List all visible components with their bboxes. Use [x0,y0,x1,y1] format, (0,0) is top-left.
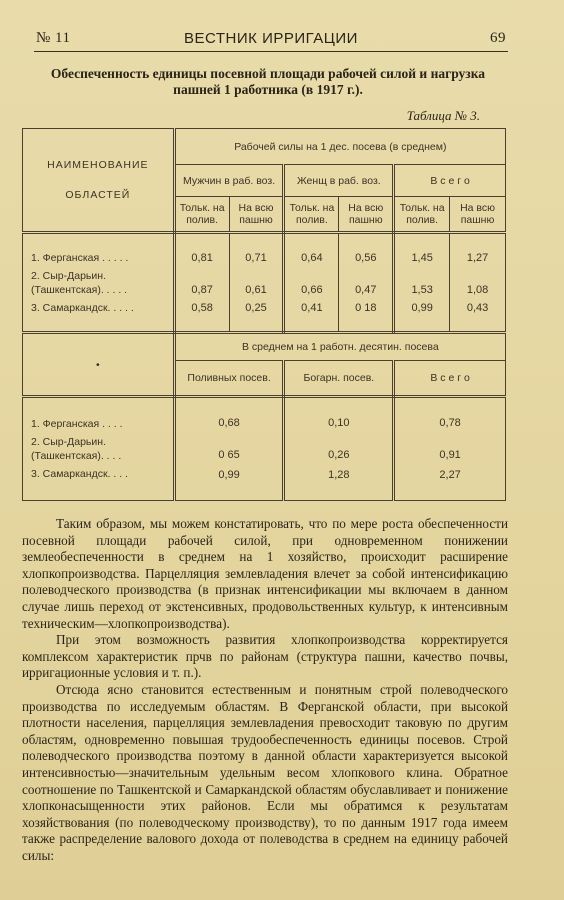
title-line-2: пашней 1 работника (в 1917 г.). [173,82,363,97]
second-header: В среднем на 1 работн. десятин. посева [174,333,505,361]
value-cell: 0,81 [191,251,213,264]
value-cell: 1,45 [411,251,433,264]
sub-all-plowland: На всю пашню [339,197,394,233]
value-cell: 0 65 [218,449,240,461]
col-men-all [229,233,284,333]
region-names-1 [23,233,175,333]
region-name: 2. Сыр-Дарьин. (Ташкентская). . . . . [31,269,128,296]
col-men-irr [174,233,229,333]
page-number: 69 [490,30,506,46]
sub-all-plowland: На всю пашню [450,197,506,233]
value-cell: 1,27 [466,251,489,264]
running-header [36,30,506,50]
issue-number: № 11 [36,30,71,46]
value-cell: 0,47 [355,283,377,296]
value-cell: 0,64 [301,251,323,264]
value-cell: 2,27 [439,469,461,481]
col-women-all [339,233,394,333]
paragraph: Таким образом, мы можем констатировать, что по мере роста обеспеченности посевной площади рабочей силой, при одновременном понижении землеобеспеченности в среднем на 1 хозяйство, происходит расширение хлопкопроизводства. Парцелляция землевладения влечет за собой интенсификацию полеводческого производства (в признак интенсификации мы включаем в данном случае лишь переход от экстенсивных, продовольственных культур, к интенсивным техническим—хлопкопроизводства). [22,516,508,631]
value-cell: 0,78 [439,417,461,429]
region-name: 2. Сыр-Дарьин. (Ташкентская). . . . [31,436,122,462]
top-header: Рабочей силы на 1 дес. посева (в среднем) [174,129,505,165]
group-men: Мужчин в раб. воз. [174,165,284,197]
value-cell: 1,53 [411,283,433,296]
col-total-2: В с е г о [394,361,506,397]
sub-irrigated: Тольк. на полив. [174,197,229,233]
name-header-line-2: ОБЛАСТЕЙ [65,189,131,201]
region-name: 1. Ферганская . . . . [31,418,123,430]
region-name: 3. Самаркандск. . . . [31,468,128,480]
region-name: 3. Самаркандск. . . . . [31,301,134,314]
body-text [22,516,508,864]
value-cell: 0,41 [301,301,323,314]
value-cell: 0,26 [328,449,350,461]
col-women-irr [284,233,339,333]
col-total-all [450,233,506,333]
paragraph: Отсюда ясно становится естественным и понятным строй полеводческого производства по исследуемым областям. В Ферганской области, при высокой плотности населения, парцелляция землевладения превосходит таковую по другим областям, одновременно повышая трудообеспеченность единицы посевов. Строй полеводческого производства поэтому в данной области характеризуется высокой интенсивностью—значительным удельным весом хлопкового клина. Обратное соотношение по Ташкентской и Самаркандской областям обуславливает и понижение хлопконасыщенности этих районов. Если мы обратимся к результатам хозяйствования (по полеводческому производству), то по данным 1917 года имеем также распределение валового дохода от полеводства в среднем на единицу рабочей силы: [22,681,508,863]
group-women: Женщ в раб. воз. [284,165,394,197]
sub-irrigated: Тольк. на полив. [394,197,450,233]
value-cell: 0,43 [466,301,489,314]
value-cell: 0,91 [439,449,461,461]
table-title [20,66,516,98]
value-cell: 0,99 [411,301,433,314]
value-cell: 0,71 [245,251,267,264]
sub-all-plowland: На всю пашню [229,197,284,233]
col-total-irr [394,233,450,333]
value-cell: 0,56 [355,251,377,264]
value-cell: 1,28 [328,469,350,481]
paragraph: При этом возможность развития хлопкопроизводства корректируется комплексом характеристик прчв по районам (структура пашни, качество почвы, ирригационные условия и т. п.). [22,632,508,681]
name-header [23,129,175,233]
value-cell: 0,61 [245,283,267,296]
sub-irrigated: Тольк. на полив. [284,197,339,233]
table-number: Таблица № 3. [406,108,480,123]
value-cell: 0,58 [191,301,213,314]
region-name: 1. Ферганская . . . . . [31,251,129,264]
title-line-1: Обеспеченность единицы посевной площади рабочей силой и нагрузка [50,66,486,81]
col2-dry [284,397,394,501]
col-irrigated-crops: Поливных посев. [174,361,284,397]
value-cell: 0,66 [301,283,323,296]
col-dry-crops: Богарн. посев. [284,361,394,397]
value-cell: 0,25 [245,301,267,314]
value-cell: 0,68 [218,417,240,429]
header-rule [34,51,508,52]
journal-title: ВЕСТНИК ИРРИГАЦИИ [184,30,358,47]
col2-irr [174,397,284,501]
col2-total [394,397,506,501]
value-cell: 0,99 [218,469,240,481]
value-cell: 0 18 [355,301,377,314]
group-total: В с е г о [394,165,506,197]
second-name-header: • [23,333,175,397]
name-header-line-1: НАИМЕНОВАНИЕ [47,159,149,171]
value-cell: 0,87 [191,283,213,296]
value-cell: 0,10 [328,417,350,429]
data-table [22,128,506,501]
region-names-2 [23,397,175,501]
value-cell: 1,08 [466,283,489,296]
